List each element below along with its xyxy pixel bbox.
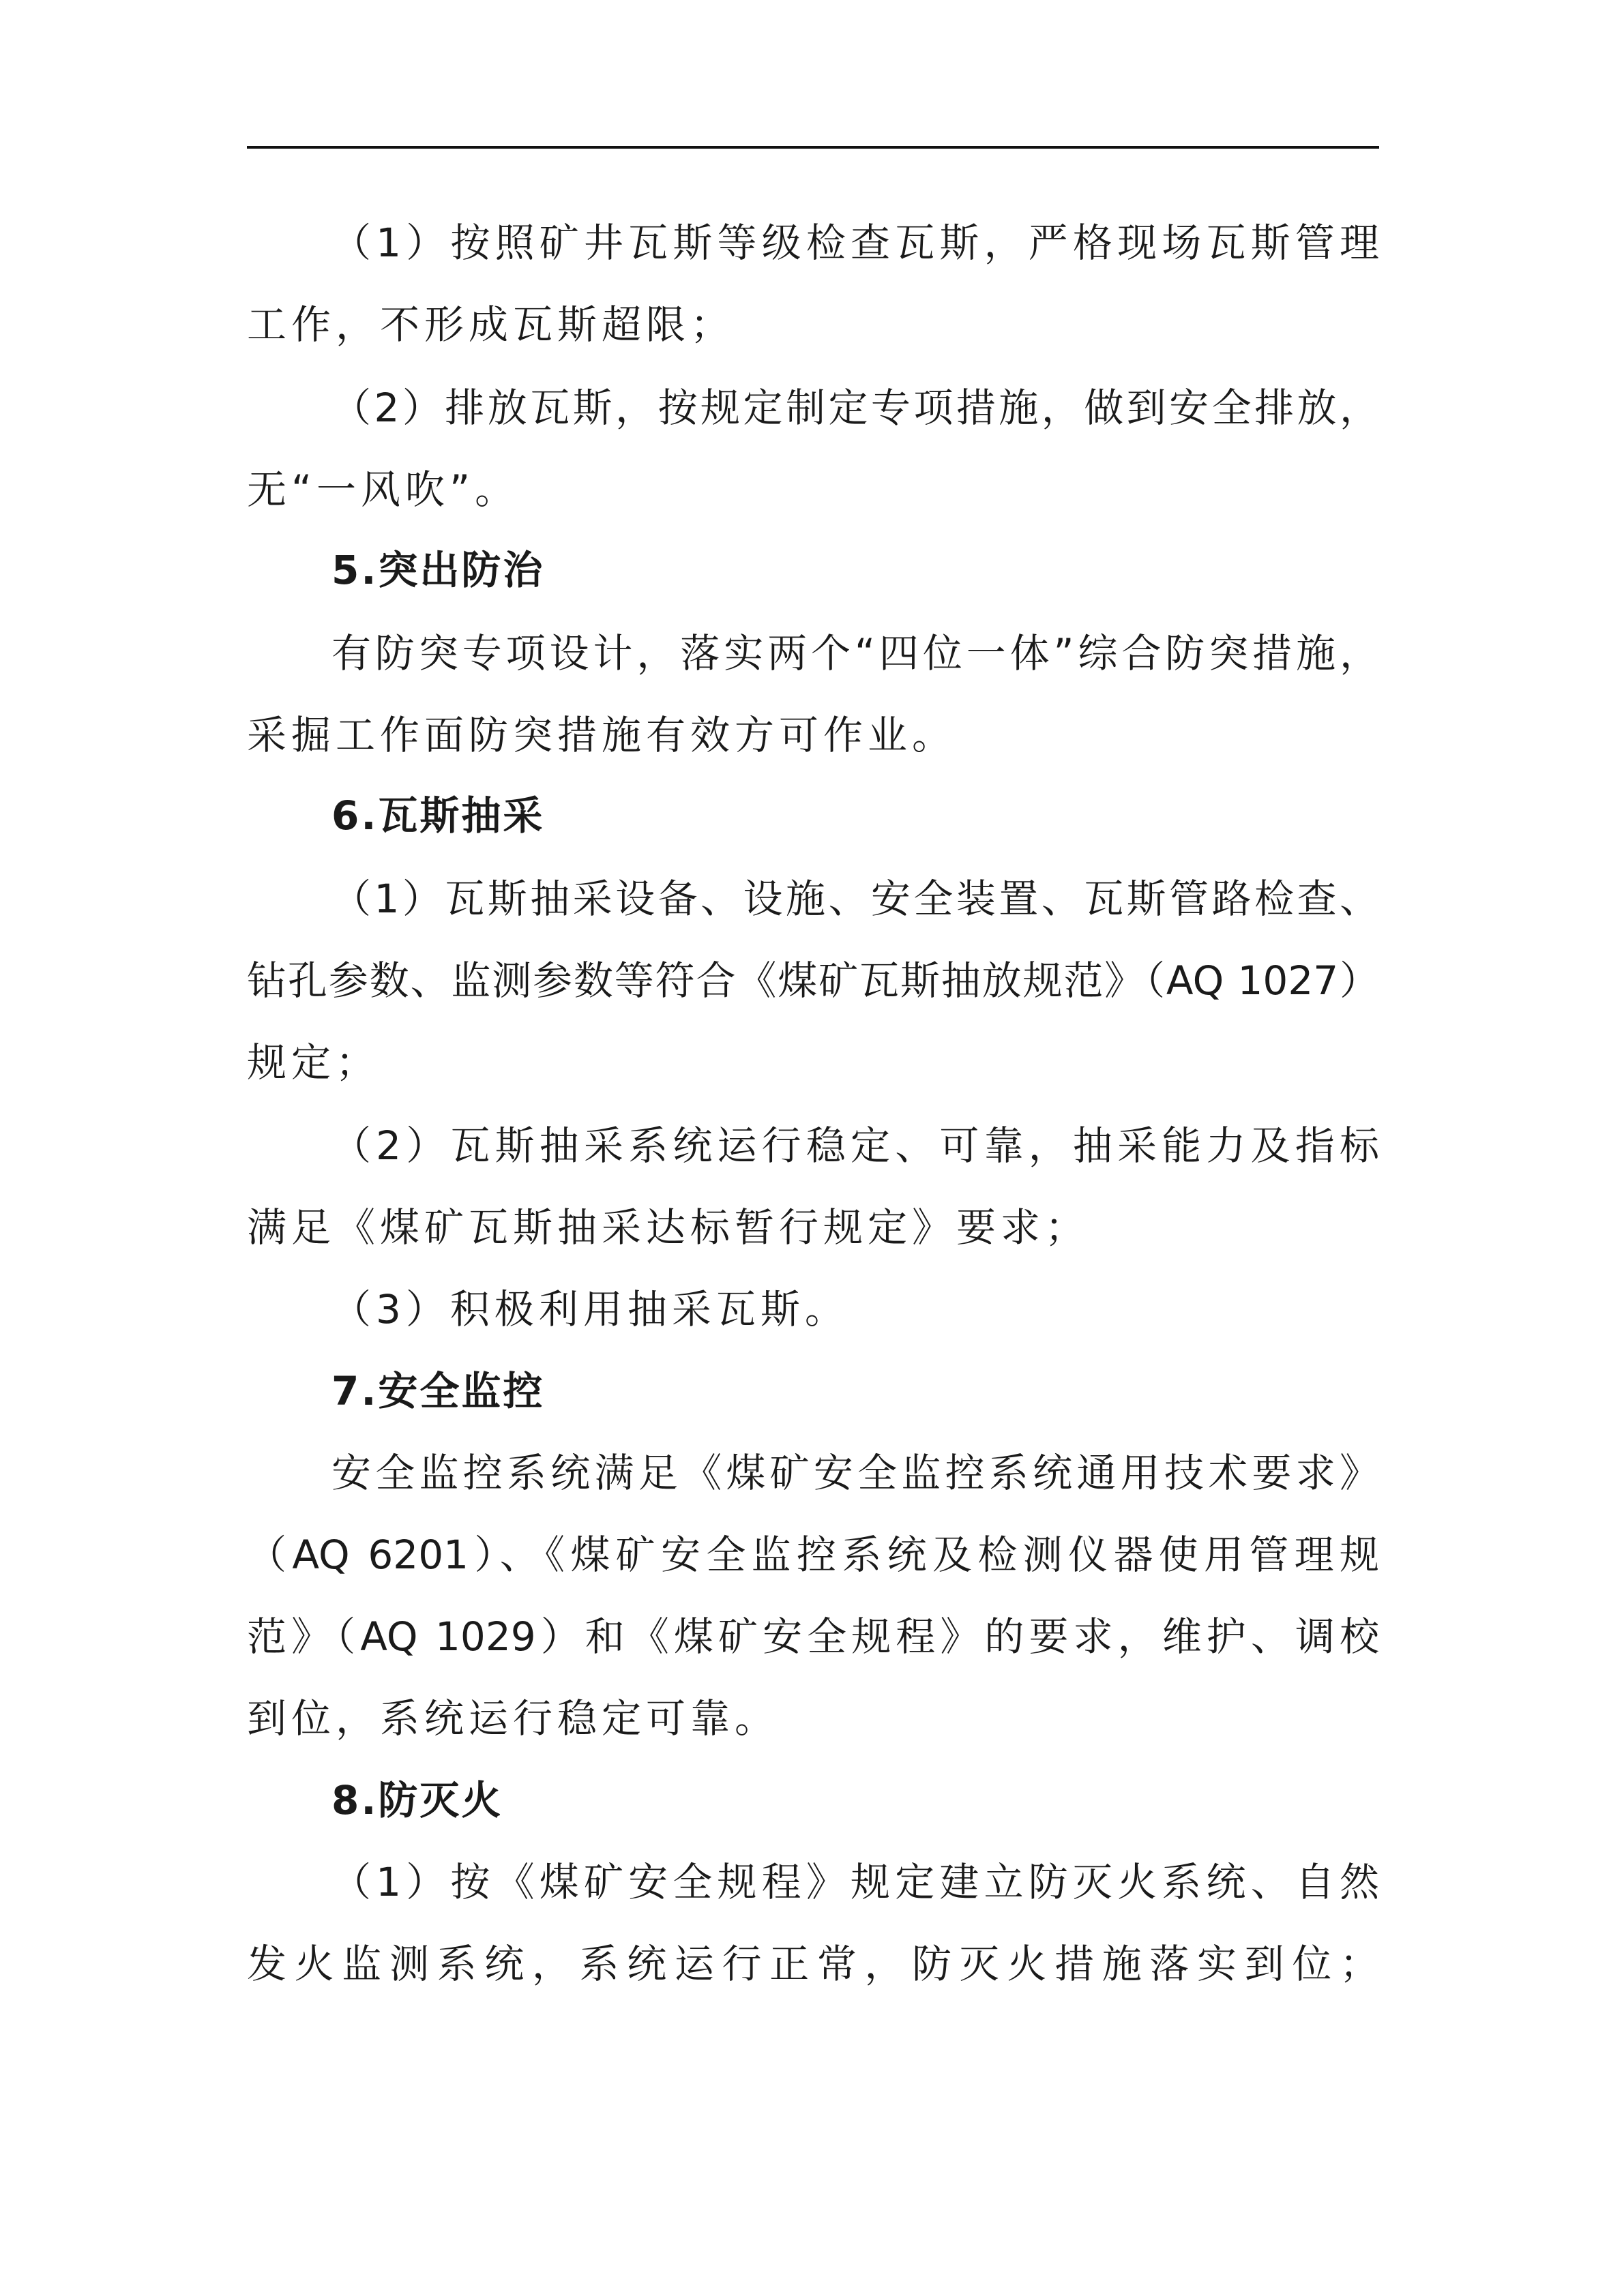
fire-item-1-cont: 发火监测系统，系统运行正常，防灭火措施落实到位； [247,1941,1379,1987]
drainage-item-1-end: 规定； [247,1039,381,1086]
section-heading-fire-prevention: 8.防灭火 [331,1777,503,1823]
fire-item-1: （1）按《煤矿安全规程》规定建立防灭火系统、自然 [331,1859,1379,1905]
gas-check-item-1-cont: 工作，不形成瓦斯超限； [247,301,735,348]
outburst-paragraph-cont: 采掘工作面防突措施有效方可作业。 [247,712,957,758]
gas-discharge-item-2: （2）排放瓦斯，按规定制定专项措施，做到安全排放， [331,385,1379,431]
monitoring-paragraph-cont-2: 范》（AQ 1029）和《煤矿安全规程》的要求，维护、调校 [247,1613,1379,1660]
monitoring-paragraph: 安全监控系统满足《煤矿安全监控系统通用技术要求》 [331,1450,1379,1496]
gas-check-item-1: （1）按照矿井瓦斯等级检查瓦斯，严格现场瓦斯管理 [331,220,1379,266]
outburst-paragraph: 有防突专项设计，落实两个“四位一体”综合防突措施， [331,630,1379,676]
monitoring-paragraph-end: 到位，系统运行稳定可靠。 [247,1695,780,1742]
monitoring-paragraph-cont-1: （AQ 6201）、《煤矿安全监控系统及检测仪器使用管理规 [247,1532,1379,1578]
section-heading-outburst: 5.突出防治 [331,547,545,593]
gas-discharge-item-2-cont: 无“一风吹”。 [247,466,520,513]
section-heading-gas-drainage: 6.瓦斯抽采 [331,792,545,839]
drainage-item-1: （1）瓦斯抽采设备、设施、安全装置、瓦斯管路检查、 [331,876,1379,922]
drainage-item-3: （3）积极利用抽采瓦斯。 [331,1286,849,1332]
drainage-item-2-cont: 满足《煤矿瓦斯抽采达标暂行规定》要求； [247,1204,1090,1251]
drainage-item-2: （2）瓦斯抽采系统运行稳定、可靠，抽采能力及指标 [331,1122,1379,1169]
header-rule [247,146,1379,149]
section-heading-safety-monitoring: 7.安全监控 [331,1368,545,1414]
drainage-item-1-cont: 钻孔参数、监测参数等符合《煤矿瓦斯抽放规范》（AQ 1027） [247,957,1379,1004]
